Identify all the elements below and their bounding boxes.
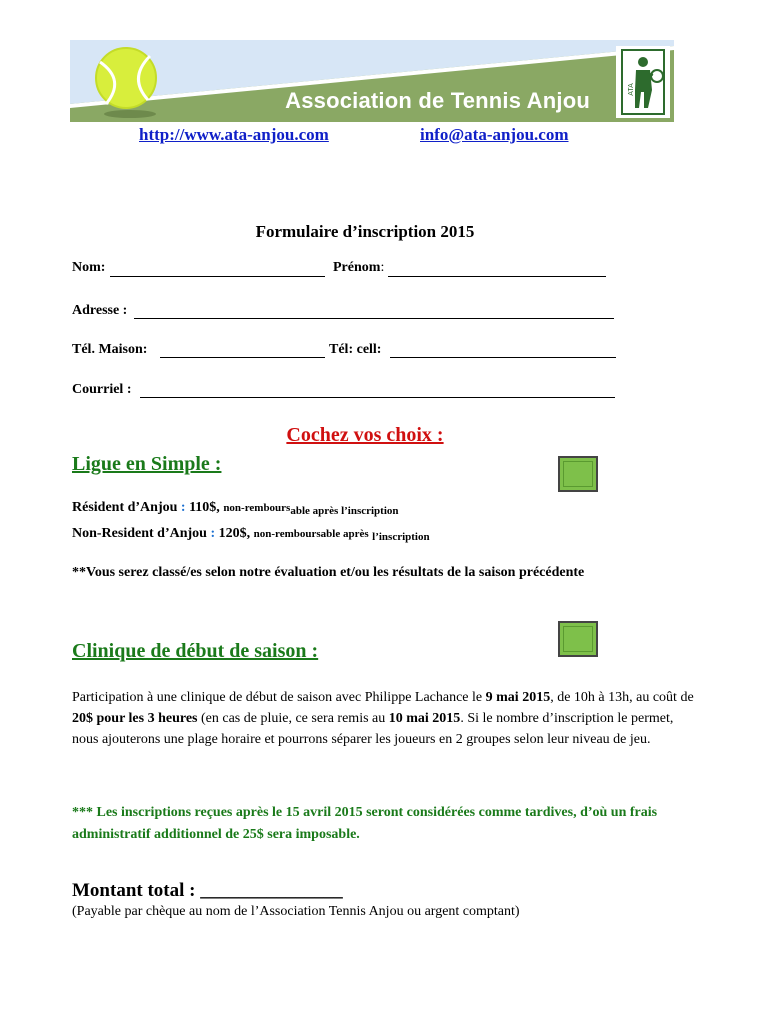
clinique-description (72, 687, 702, 750)
header-banner (70, 40, 674, 122)
payable-note: (Payable par chèque au nom de l’Association Tennis Anjou ou argent comptant) (72, 904, 520, 919)
courriel-field[interactable] (140, 397, 615, 398)
prenom-label-group (333, 260, 384, 276)
tel-cell-label: Tél: cell: (329, 342, 382, 357)
montant-total: Montant total : _______________ (72, 880, 343, 901)
tennis-player-icon (616, 46, 670, 118)
form-title: Formulaire d’inscription 2015 (255, 222, 475, 241)
clinique-heading: Clinique de début de saison : (72, 640, 319, 662)
resident-note-a: non-rembours (223, 502, 291, 514)
prenom-field[interactable] (388, 276, 606, 277)
clinique-checkbox[interactable] (558, 621, 598, 657)
clinique-date2: 10 mai 2015 (388, 711, 461, 726)
email-link[interactable]: info@ata-anjou.com (420, 125, 569, 144)
nonresident-price-line (72, 526, 430, 542)
nonresident-note-b: l’inscription (372, 531, 430, 543)
clinique-p1: Participation à une clinique de début de saison avec Philippe Lachance le (72, 690, 486, 705)
tel-cell-field[interactable] (390, 357, 616, 358)
clinique-p4: . Si le nombre d’inscription le permet, nous ajouterons une plage horaire et pourrons séparer les joueurs en 2 groupes selon leur niveau de jeu. (72, 711, 674, 747)
nom-label: Nom: (72, 260, 106, 275)
resident-price: 110$, (189, 500, 220, 515)
clinique-cost: 20$ pour les 3 heures (72, 711, 198, 726)
tel-maison-field[interactable] (160, 357, 325, 358)
clinique-p3: (en cas de pluie, ce sera remis au (197, 711, 389, 726)
nonresident-colon: : (210, 526, 216, 541)
adresse-label: Adresse : (72, 303, 128, 318)
resident-price-line (72, 500, 399, 516)
classification-note: **Vous serez classé/es selon notre évaluation et/ou les résultats de la saison précédente (72, 565, 585, 580)
resident-note-b: able après l’inscription (290, 505, 399, 517)
website-link[interactable]: http://www.ata-anjou.com (139, 125, 329, 144)
resident-colon: : (180, 500, 186, 515)
logo-text: ATA (627, 83, 635, 96)
clinique-p2: , de 10h à 13h, au coût de (550, 690, 694, 705)
late-registration-notice: *** Les inscriptions reçues après le 15 avril 2015 seront considérées comme tardives, d’où un frais administratif additionnel de 25$ sera imposable. (72, 805, 658, 842)
nonresident-price: 120$, (218, 526, 251, 541)
ata-logo (616, 46, 670, 118)
association-title: Association de Tennis Anjou (285, 88, 590, 113)
tel-maison-label: Tél. Maison: (72, 342, 148, 357)
adresse-field[interactable] (134, 318, 614, 319)
prenom-colon: : (380, 260, 385, 275)
nom-field[interactable] (110, 276, 325, 277)
ligue-heading: Ligue en Simple : (72, 453, 222, 475)
nonresident-note-a: non-remboursable après (253, 528, 369, 540)
prenom-label: Prénom (333, 260, 381, 275)
ligue-checkbox[interactable] (558, 456, 598, 492)
courriel-label: Courriel : (72, 382, 132, 397)
resident-name: Résident d’Anjou (72, 500, 178, 515)
clinique-date1: 9 mai 2015 (485, 690, 551, 705)
nonresident-name: Non-Resident d’Anjou (72, 526, 207, 541)
choices-heading: Cochez vos choix : (286, 424, 444, 446)
